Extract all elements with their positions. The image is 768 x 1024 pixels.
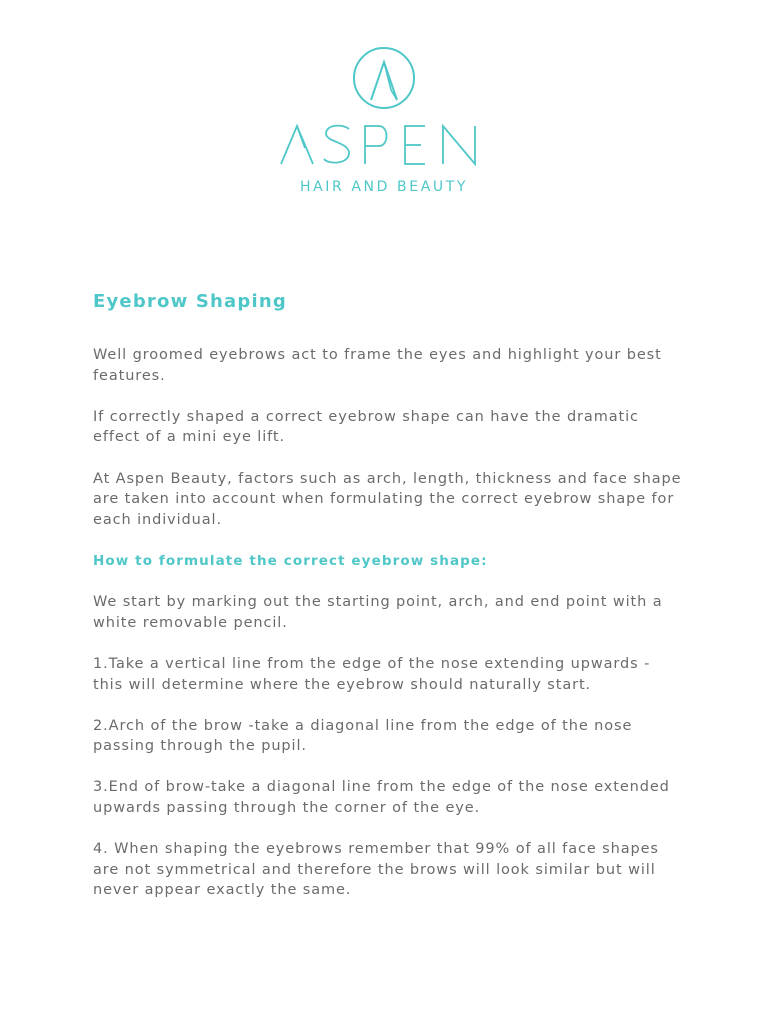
step-3: 3.End of brow-take a diagonal line from the edge of the nose extended upwards passing through the corner of the eye.: [93, 779, 670, 817]
aspen-wordmark: [279, 120, 489, 170]
document-body: [93, 290, 683, 922]
step-2: 2.Arch of the brow -take a diagonal line from the edge of the nose passing through the pupil.: [93, 717, 633, 755]
steps-intro-paragraph: We start by marking out the starting point, arch, and end point with a white removable pencil.: [93, 594, 663, 631]
aspen-logo-mark-icon: [352, 46, 416, 110]
intro-paragraph-2: If correctly shaped a correct eyebrow shape can have the dramatic effect of a mini eye lift.: [93, 408, 639, 446]
brand-tagline: HAIR AND BEAUTY: [299, 179, 469, 195]
intro-paragraph-3: At Aspen Beauty, factors such as arch, length, thickness and face shape are taken into account when formulating the correct eyebrow shape for each individual.: [93, 470, 682, 528]
step-4: 4. When shaping the eyebrows remember that 99% of all face shapes are not symmetrical and therefore the brows will look similar but will never appear exactly the same.: [93, 841, 659, 899]
section-heading: How to formulate the correct eyebrow shape:: [93, 552, 488, 569]
page-title: Eyebrow Shaping: [93, 291, 287, 312]
step-1: 1.Take a vertical line from the edge of the nose extending upwards - this will determine where the eyebrow should naturally start.: [93, 655, 651, 693]
brand-logo: [0, 46, 768, 195]
intro-paragraph-1: Well groomed eyebrows act to frame the eyes and highlight your best features.: [93, 347, 662, 384]
